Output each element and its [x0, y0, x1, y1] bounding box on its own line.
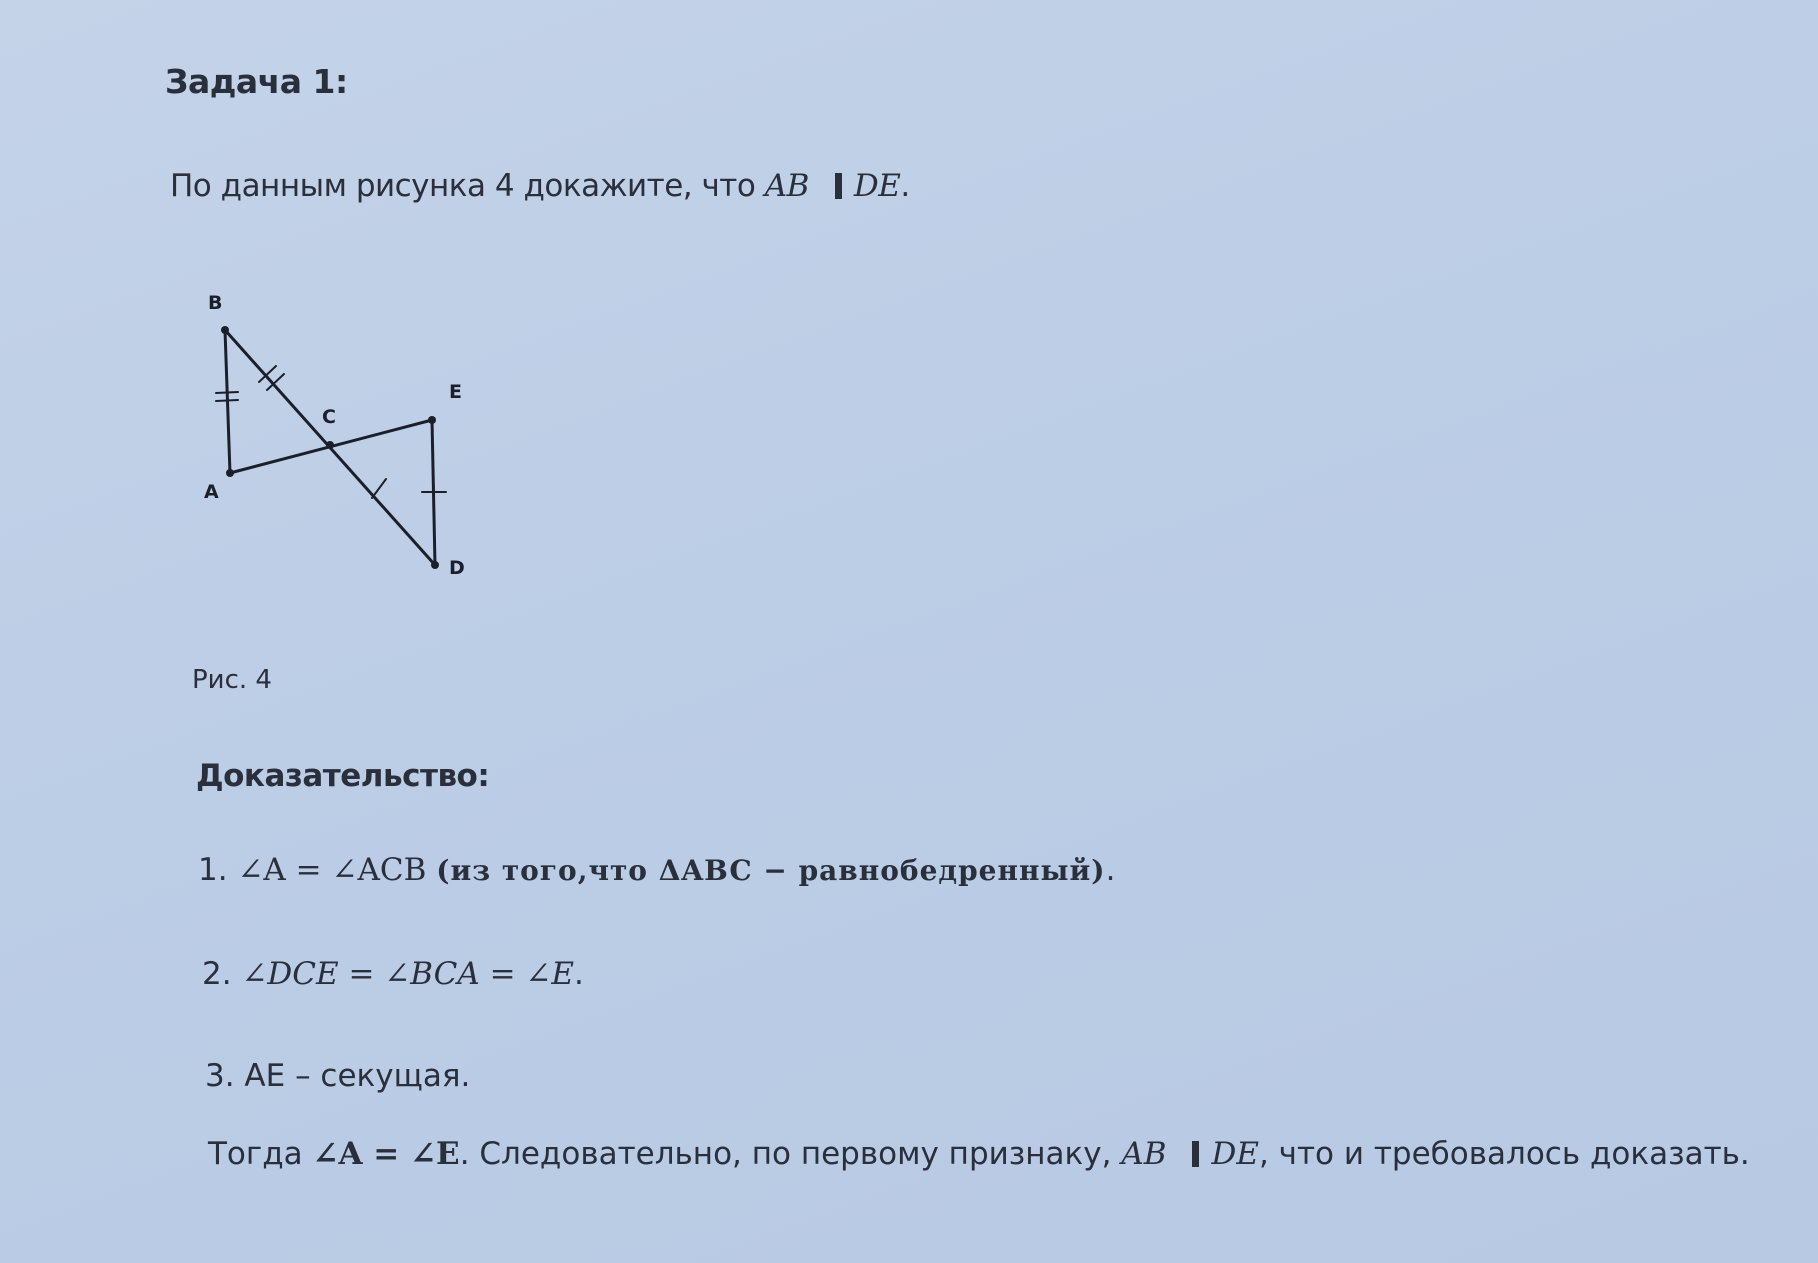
- point-d: [431, 561, 439, 569]
- conclusion-prefix: Тогда: [208, 1136, 303, 1172]
- tick-ab-2: [216, 400, 238, 401]
- step1-number: 1.: [198, 852, 228, 888]
- task-statement: [170, 168, 910, 204]
- tick-cd: [372, 479, 386, 498]
- step2-number: 2.: [202, 956, 232, 992]
- proof-step-3: 3. AE – секущая.: [205, 1058, 471, 1094]
- label-c: C: [322, 406, 336, 428]
- point-a: [226, 469, 234, 477]
- label-b: B: [208, 292, 223, 314]
- statement-end: .: [900, 168, 910, 204]
- point-b: [221, 326, 229, 334]
- conclusion-de: DE: [1211, 1136, 1259, 1172]
- label-e: E: [449, 381, 462, 403]
- conclusion-middle: . Следовательно, по первому признаку,: [459, 1136, 1112, 1172]
- conclusion-ab: AB: [1121, 1136, 1167, 1172]
- statement-de: DE: [853, 168, 901, 204]
- proof-conclusion: [208, 1136, 1750, 1172]
- proof-step-1: [198, 852, 1115, 888]
- conclusion-expression: ∠A = ∠E: [312, 1136, 460, 1172]
- label-d: D: [449, 557, 465, 579]
- step2-expression: ∠DCE = ∠BCA = ∠E: [241, 956, 575, 992]
- conclusion-parallel-symbol: [1192, 1141, 1199, 1167]
- tick-ab-1: [216, 392, 238, 393]
- proof-title: Доказательство:: [196, 758, 490, 794]
- step2-end: .: [574, 956, 584, 992]
- point-c: [326, 441, 334, 449]
- figure-caption: Рис. 4: [192, 665, 272, 695]
- point-e: [428, 416, 436, 424]
- parallel-symbol: [835, 173, 842, 199]
- proof-step-2: [202, 956, 584, 992]
- task-title: Задача 1:: [165, 62, 348, 101]
- conclusion-suffix: , что и требовалось доказать.: [1258, 1136, 1750, 1172]
- statement-prefix: По данным рисунка 4 докажите, что: [170, 168, 756, 204]
- geometry-figure: [190, 280, 490, 590]
- step1-note: (из того,что ΔABC − равнобедренный): [436, 854, 1106, 887]
- statement-ab: AB: [764, 168, 809, 204]
- step1-end: .: [1105, 852, 1116, 888]
- step1-expression: ∠A = ∠ACB: [237, 852, 427, 888]
- label-a: A: [204, 481, 219, 503]
